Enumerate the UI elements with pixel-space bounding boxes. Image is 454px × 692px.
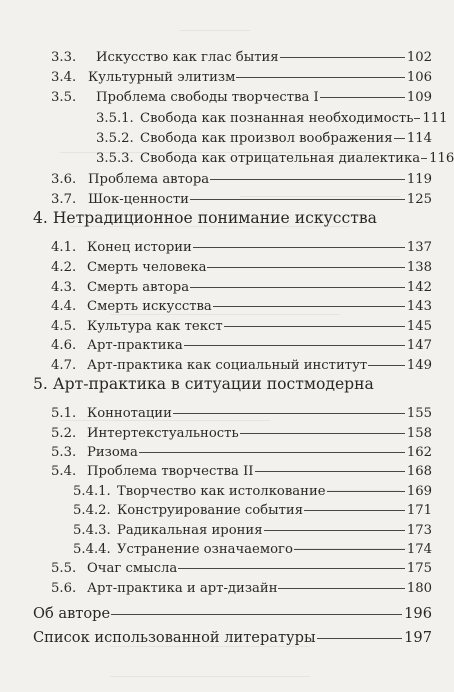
entry-page: 158 bbox=[406, 426, 432, 441]
entry-number: 3.5.1. bbox=[96, 111, 134, 126]
toc-entry bbox=[51, 424, 432, 444]
entry-page: 125 bbox=[406, 192, 432, 207]
dot-leader bbox=[190, 199, 405, 200]
entry-page: 149 bbox=[406, 358, 432, 373]
entry-page: 143 bbox=[406, 299, 432, 314]
entry-number: 4.2. bbox=[51, 260, 77, 275]
dot-leader bbox=[193, 247, 405, 248]
dot-leader bbox=[213, 306, 405, 307]
toc-entry bbox=[51, 579, 432, 599]
entry-page: 145 bbox=[406, 319, 432, 334]
entry-page: 197 bbox=[404, 629, 432, 646]
entry-page: 174 bbox=[406, 542, 432, 557]
entry-title: Интертекстуальность bbox=[87, 426, 239, 441]
dot-leader bbox=[207, 267, 404, 268]
dot-leader bbox=[139, 452, 405, 453]
dot-leader bbox=[394, 138, 405, 139]
dot-leader bbox=[421, 158, 427, 159]
toc-subentry bbox=[73, 521, 432, 541]
entry-title: Радикальная ирония bbox=[117, 523, 263, 538]
entry-number: 5.4. bbox=[51, 464, 77, 479]
entry-title: Арт-практика как социальный институт bbox=[87, 358, 368, 373]
entry-page: 119 bbox=[406, 172, 432, 187]
entry-number: 4.3. bbox=[51, 280, 77, 295]
entry-title: Проблема свободы творчества I bbox=[96, 90, 319, 105]
entry-title: Устранение означаемого bbox=[117, 542, 293, 557]
entry-title: Коннотации bbox=[87, 406, 172, 421]
toc-subentry bbox=[73, 482, 432, 502]
entry-page: 137 bbox=[406, 240, 432, 255]
toc-entry bbox=[51, 238, 432, 258]
toc-entry bbox=[51, 404, 432, 424]
dot-leader bbox=[280, 57, 405, 58]
chapter-heading: 5. Арт-практика в ситуации постмодерна bbox=[33, 375, 374, 393]
toc-entry bbox=[51, 258, 432, 278]
entry-number: 5.2. bbox=[51, 426, 77, 441]
dot-leader bbox=[368, 365, 405, 366]
entry-title: Арт-практика bbox=[87, 338, 183, 353]
toc-back-matter-entry bbox=[33, 603, 432, 625]
entry-title: Творчество как истолкование bbox=[117, 484, 326, 499]
toc-entry bbox=[51, 443, 432, 463]
entry-number: 3.6. bbox=[51, 172, 77, 187]
entry-page: 196 bbox=[404, 605, 432, 622]
entry-page: 138 bbox=[406, 260, 432, 275]
dot-leader bbox=[240, 433, 405, 434]
entry-page: 155 bbox=[406, 406, 432, 421]
entry-title: Смерть искусства bbox=[87, 299, 212, 314]
toc-entry bbox=[51, 317, 432, 337]
dot-leader bbox=[224, 326, 405, 327]
entry-number: 5.4.2. bbox=[73, 503, 111, 518]
entry-number: 4.1. bbox=[51, 240, 77, 255]
entry-page: 109 bbox=[406, 90, 432, 105]
entry-title: Ризома bbox=[87, 445, 138, 460]
entry-page: 168 bbox=[406, 464, 432, 479]
dot-leader bbox=[264, 530, 405, 531]
entry-title: Культурный элитизм bbox=[88, 70, 236, 85]
entry-title: Очаг смысла bbox=[87, 561, 178, 576]
entry-page: 175 bbox=[406, 561, 432, 576]
entry-number: 3.3. bbox=[51, 50, 77, 65]
entry-number: 5.3. bbox=[51, 445, 77, 460]
entry-page: 142 bbox=[406, 280, 432, 295]
toc-subentry bbox=[73, 501, 432, 521]
entry-number: 5.5. bbox=[51, 561, 77, 576]
entry-title: Проблема творчества II bbox=[87, 464, 254, 479]
toc-entry bbox=[51, 462, 432, 482]
toc-entry bbox=[51, 48, 432, 68]
entry-title: Культура как текст bbox=[87, 319, 223, 334]
entry-number: 5.6. bbox=[51, 581, 77, 596]
entry-number: 5.4.4. bbox=[73, 542, 111, 557]
dot-leader bbox=[178, 568, 405, 569]
dot-leader bbox=[236, 77, 404, 78]
entry-title: Об авторе bbox=[33, 605, 111, 622]
entry-title: Смерть автора bbox=[87, 280, 190, 295]
entry-number: 4.7. bbox=[51, 358, 77, 373]
entry-title: Проблема автора bbox=[88, 172, 210, 187]
dot-leader bbox=[317, 638, 403, 639]
entry-number: 5.1. bbox=[51, 406, 77, 421]
toc-subentry bbox=[73, 540, 432, 560]
dot-leader bbox=[278, 588, 404, 589]
dot-leader bbox=[255, 471, 405, 472]
dot-leader bbox=[190, 287, 405, 288]
toc-entry bbox=[51, 170, 432, 190]
dot-leader bbox=[111, 614, 402, 615]
toc-subentry bbox=[96, 109, 448, 129]
entry-title: Шок-ценности bbox=[88, 192, 189, 207]
entry-page: 102 bbox=[406, 50, 432, 65]
dot-leader bbox=[320, 97, 405, 98]
entry-page: 106 bbox=[406, 70, 432, 85]
entry-number: 3.5.3. bbox=[96, 151, 134, 166]
entry-page: 173 bbox=[406, 523, 432, 538]
entry-number: 3.4. bbox=[51, 70, 77, 85]
dot-leader bbox=[184, 345, 405, 346]
entry-page: 111 bbox=[422, 111, 448, 126]
entry-page: 116 bbox=[429, 151, 454, 166]
entry-number: 3.7. bbox=[51, 192, 77, 207]
chapter-heading: 4. Нетрадиционное понимание искусства bbox=[33, 209, 377, 227]
dot-leader bbox=[414, 118, 420, 119]
entry-number: 5.4.1. bbox=[73, 484, 111, 499]
toc-entry bbox=[51, 559, 432, 579]
entry-number: 5.4.3. bbox=[73, 523, 111, 538]
entry-title: Конструирование события bbox=[117, 503, 304, 518]
entry-title: Искусство как глас бытия bbox=[96, 50, 279, 65]
toc-subentry bbox=[96, 149, 454, 169]
dot-leader bbox=[327, 491, 405, 492]
dot-leader bbox=[210, 179, 405, 180]
entry-title: Арт-практика и арт-дизайн bbox=[87, 581, 278, 596]
entry-page: 147 bbox=[406, 338, 432, 353]
entry-page: 180 bbox=[406, 581, 432, 596]
dot-leader bbox=[294, 549, 405, 550]
entry-title: Свобода как познанная необходимость bbox=[140, 111, 414, 126]
toc-entry bbox=[51, 68, 432, 88]
toc-entry bbox=[51, 278, 432, 298]
entry-title: Смерть человека bbox=[87, 260, 207, 275]
entry-page: 162 bbox=[406, 445, 432, 460]
dot-leader bbox=[173, 413, 405, 414]
entry-number: 3.5. bbox=[51, 90, 77, 105]
entry-number: 4.4. bbox=[51, 299, 77, 314]
toc-back-matter-entry bbox=[33, 627, 432, 649]
entry-title: Список использованной литературы bbox=[33, 629, 316, 646]
toc-subentry bbox=[96, 129, 432, 149]
dot-leader bbox=[304, 510, 405, 511]
entry-page: 171 bbox=[406, 503, 432, 518]
entry-title: Свобода как произвол воображения bbox=[140, 131, 393, 146]
toc-entry bbox=[51, 88, 432, 108]
toc-entry bbox=[51, 336, 432, 356]
entry-page: 169 bbox=[406, 484, 432, 499]
entry-page: 114 bbox=[406, 131, 432, 146]
toc-entry bbox=[51, 297, 432, 317]
entry-number: 3.5.2. bbox=[96, 131, 134, 146]
entry-number: 4.5. bbox=[51, 319, 77, 334]
entry-title: Свобода как отрицательная диалектика bbox=[140, 151, 421, 166]
entry-number: 4.6. bbox=[51, 338, 77, 353]
entry-title: Конец истории bbox=[87, 240, 192, 255]
